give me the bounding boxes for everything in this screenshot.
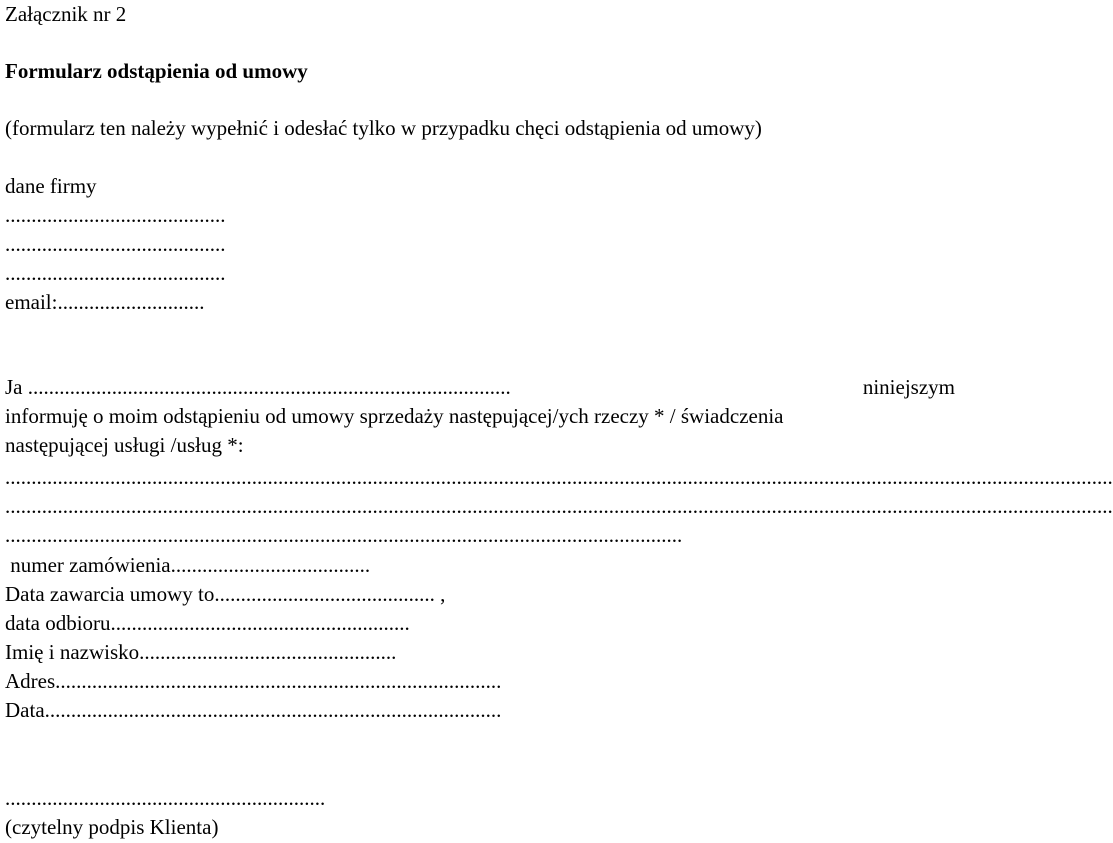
withdrawal-statement [5, 373, 955, 460]
attachment-label: Załącznik nr 2 [5, 2, 127, 26]
statement-line-2: informuję o moim odstąpieniu od umowy sprzedaży następującej/ych rzeczy * / świadczenia [5, 404, 784, 428]
statement-line-3: następującej usługi /usług *: [5, 433, 244, 457]
item-line-1: ................................................................................................................................................................................................................... [5, 465, 1113, 489]
company-data-line-3: .......................................... [5, 261, 226, 285]
address-field: Adres..................................................................................... [5, 669, 502, 693]
receipt-date-field: data odbioru......................................................... [5, 611, 410, 635]
order-number-field: numer zamówienia...................................... [5, 553, 371, 577]
full-name-field: Imię i nazwisko................................................. [5, 640, 397, 664]
statement-line-1 [5, 373, 955, 402]
company-data-line-1: .......................................... [5, 203, 226, 227]
statement-line-1-end: niniejszym [862, 375, 955, 399]
contract-date-field: Data zawarcia umowy to.......................................... , [5, 582, 446, 606]
company-email-line: email:............................ [5, 290, 205, 314]
company-data-line-2: .......................................... [5, 232, 226, 256]
company-data-label: dane firmy [5, 174, 97, 198]
item-line-2: ................................................................................................................................................................................................................... [5, 494, 1113, 518]
signature-line: ............................................................. [5, 786, 326, 810]
statement-line-1-start: Ja ............................................................................................ [5, 375, 511, 399]
withdrawal-form-document [5, 0, 1113, 843]
form-instruction: (formularz ten należy wypełnić i odesłać tylko w przypadku chęci odstąpienia od umowy) [5, 116, 762, 140]
signature-caption: (czytelny podpis Klienta) [5, 815, 219, 839]
item-line-3: ................................................................................................................................. [5, 523, 683, 547]
form-title: Formularz odstąpienia od umowy [5, 59, 308, 83]
date-field: Data....................................................................................... [5, 698, 502, 722]
